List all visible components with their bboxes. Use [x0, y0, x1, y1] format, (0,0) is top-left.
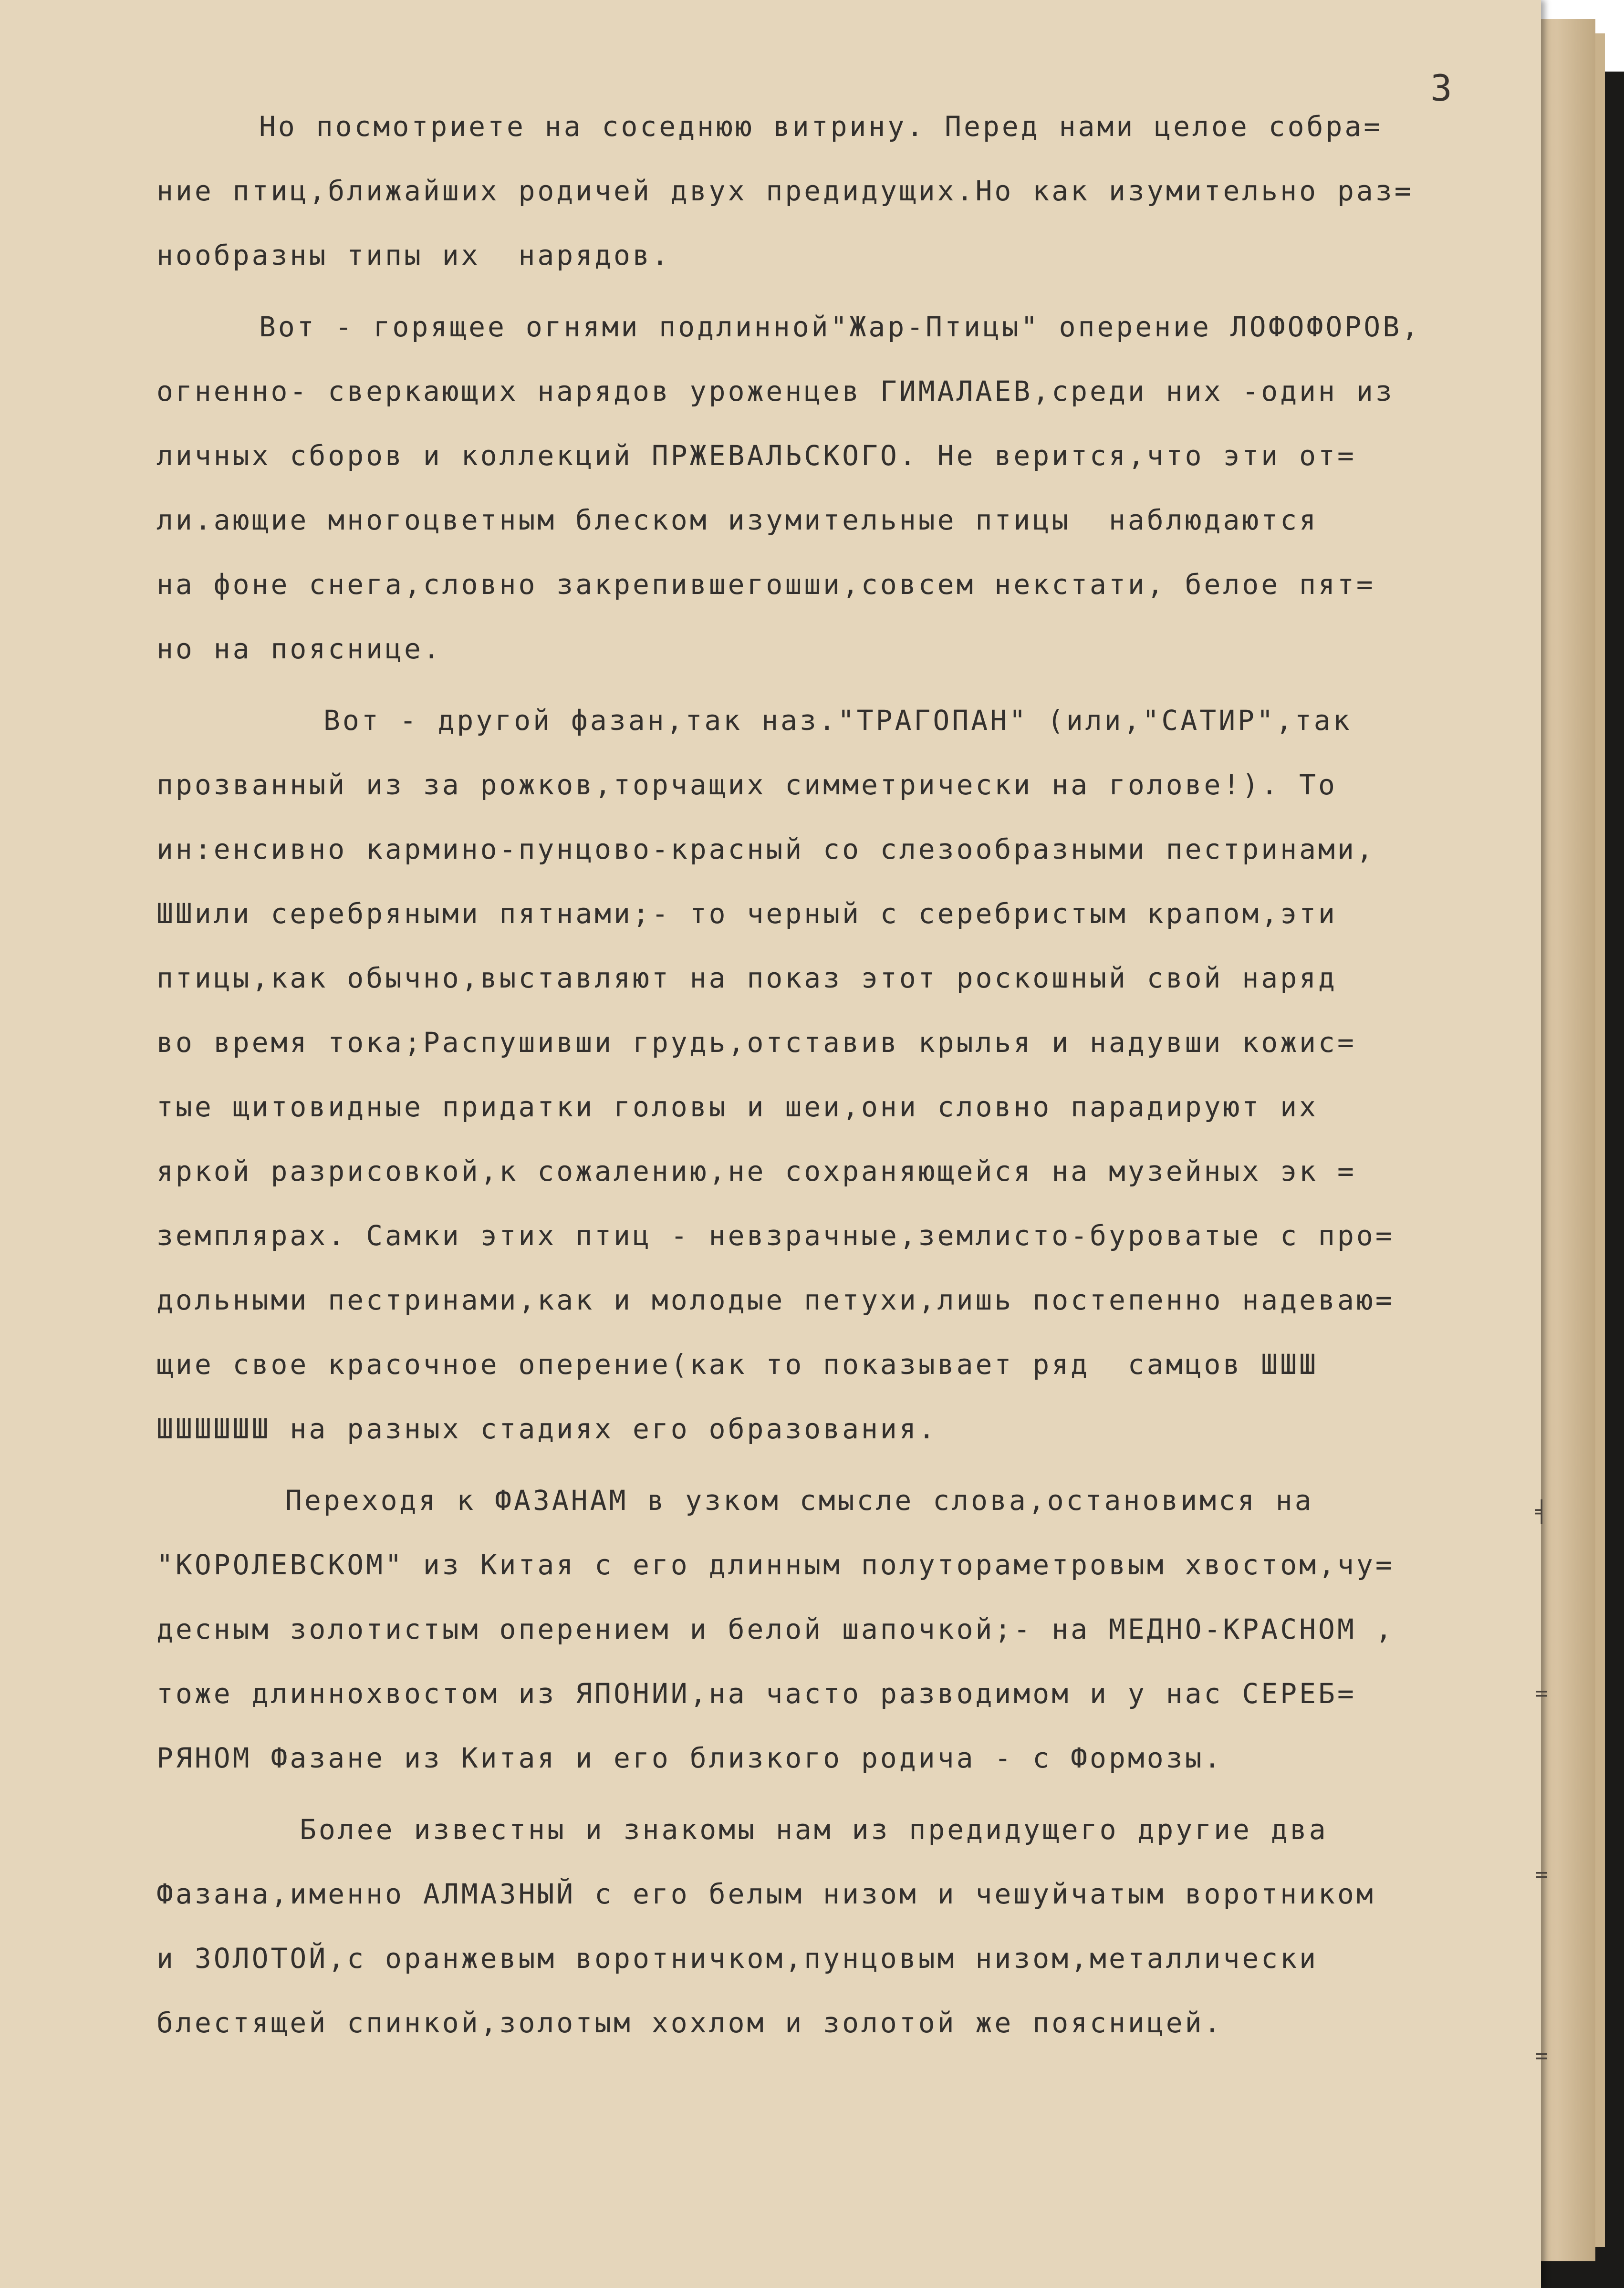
text-line: яркой разрисовкой,к сожалению,не сохраняющейся на музейных эк =	[156, 1155, 1356, 1187]
text-line: тые щитовидные придатки головы и шеи,они словно парадируют их	[156, 1091, 1319, 1123]
text-line: Фазана,именно АЛМАЗНЫЙ с его белым низом и чешуйчатым воротником	[156, 1878, 1375, 1910]
text-line: Но посмотриете на соседнюю витрину. Перед нами целое собра=	[259, 110, 1383, 143]
text-line: огненно- сверкающих нарядов уроженцев ГИМАЛАЕВ,среди них -один из	[156, 375, 1395, 407]
text-line: Вот - горящее огнями подлинной"Жар-Птицы" оперение ЛОФОФОРОВ,	[259, 311, 1421, 343]
text-line: ШШШШШШ на разных стадиях его образования.	[156, 1413, 937, 1445]
text-line: ли.ающие многоцветным блеском изумительные птицы наблюдаются	[156, 504, 1319, 536]
margin-mark: =	[1535, 1862, 1548, 1887]
text-line: десным золотистым оперением и белой шапочкой;- на МЕДНО-КРАСНОМ ,	[156, 1613, 1395, 1645]
text-line: нообразны типы их нарядов.	[156, 239, 671, 271]
text-line: на фоне снега,словно закрепившегошши,совсем некстати, белое пят=	[156, 568, 1375, 601]
text-line: но на пояснице.	[156, 633, 442, 665]
margin-mark: =	[1535, 2044, 1548, 2068]
text-line: блестящей спинкой,золотым хохлом и золотой же поясницей.	[156, 2007, 1223, 2039]
text-line: "КОРОЛЕВСКОМ" из Китая с его длинным полутораметровым хвостом,чу=	[156, 1549, 1395, 1581]
text-line: тоже длиннохвостом из ЯПОНИИ,на часто разводимом и у нас СЕРЕБ=	[156, 1677, 1356, 1710]
text-line: прозванный из за рожков,торчащих симметрически на голове!). То	[156, 769, 1337, 801]
text-line: и ЗОЛОТОЙ,с оранжевым воротничком,пунцовым низом,металлически	[156, 1942, 1319, 1975]
margin-marks	[1535, 1422, 1548, 2147]
margin-mark: ╡	[1535, 1500, 1548, 1524]
text-line: ШШили серебряными пятнами;- то черный с серебристым крапом,эти	[156, 897, 1337, 930]
page-number: 3	[1430, 67, 1452, 109]
text-line: Более известны и знакомы нам из предидущего другие два	[300, 1813, 1328, 1846]
page-body	[156, 94, 1530, 2055]
text-line: ние птиц,ближайших родичей двух предидущих.Но как изумительно раз=	[156, 175, 1414, 207]
text-line: земплярах. Самки этих птиц - невзрачные,землисто-буроватые с про=	[156, 1219, 1395, 1252]
text-line: во время тока;Распушивши грудь,отставив крылья и надувши кожис=	[156, 1026, 1356, 1059]
text-line: РЯНОМ Фазане из Китая и его близкого родича - с Формозы.	[156, 1742, 1223, 1774]
text-line: птицы,как обычно,выставляют на показ этот роскошный свой наряд	[156, 962, 1337, 994]
text-line: Переходя к ФАЗАНАМ в узком смысле слова,остановимся на	[285, 1484, 1314, 1517]
text-line: щие свое красочное оперение(как то показывает ряд самцов ШШШ	[156, 1348, 1319, 1381]
text-line: дольными пестринами,как и молодые петухи,лишь постепенно надеваю=	[156, 1284, 1395, 1316]
text-line: личных сборов и коллекций ПРЖЕВАЛЬСКОГО. Не верится,что эти от=	[156, 439, 1356, 472]
text-line: Вот - другой фазан,так наз."ТРАГОПАН" (или,"САТИР",так	[323, 704, 1352, 737]
text-line: ин:енсивно кармино-пунцово-красный со слезообразными пестринами,	[156, 833, 1375, 865]
margin-mark: =	[1535, 1681, 1548, 1706]
